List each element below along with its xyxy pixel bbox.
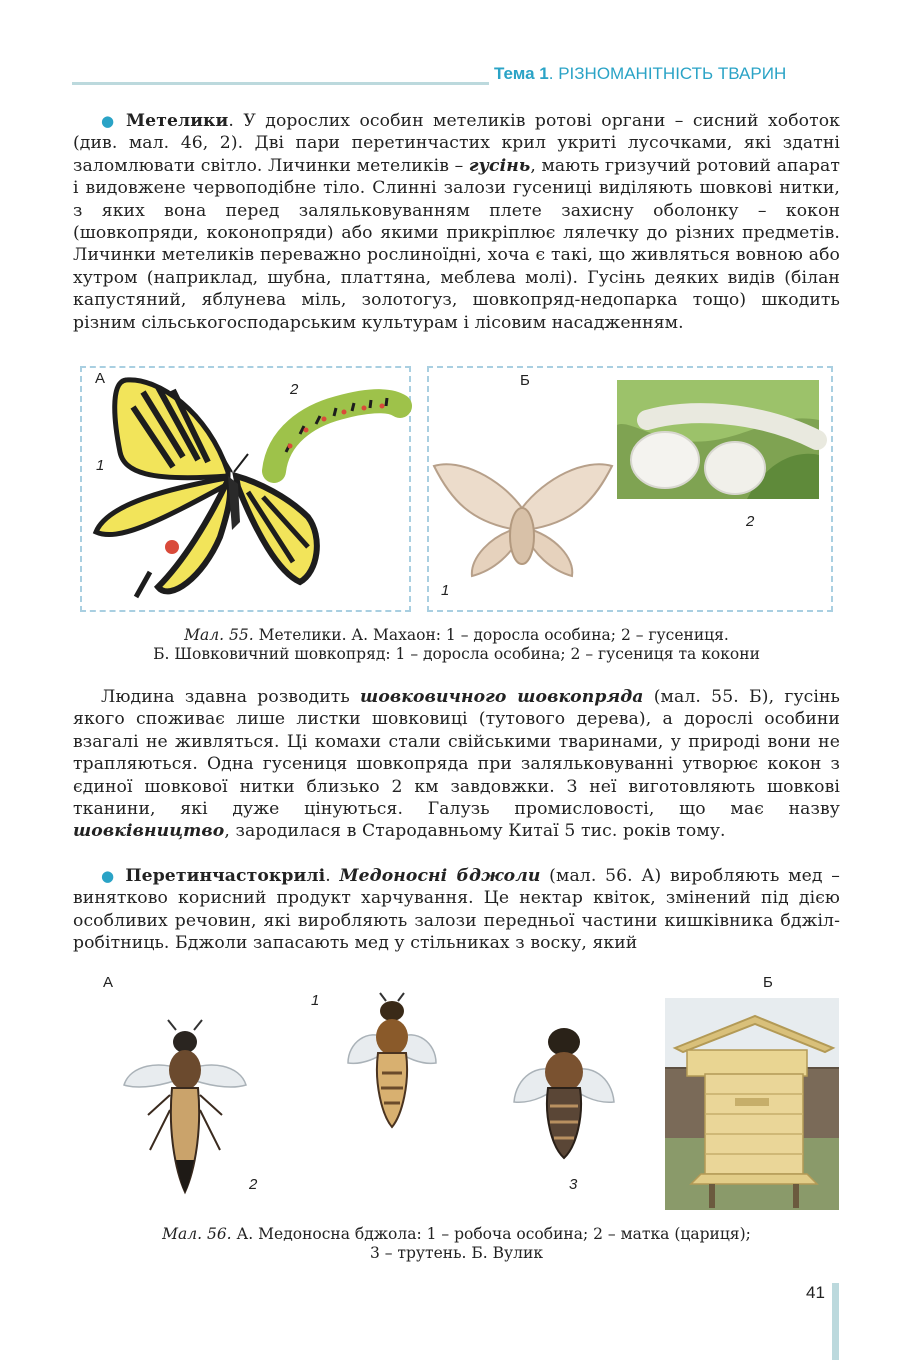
figure-56-label-b: Б xyxy=(763,974,773,991)
queen-bee-illustration xyxy=(120,1020,250,1196)
figure-55-ref: Мал. 55. xyxy=(184,626,254,644)
heading-butterflies: Метелики xyxy=(126,111,229,131)
figure-55-caption: Мал. 55. Метелики. А. Махаон: 1 – доросла особина; 2 – гусениця. Б. Шовковичний шовкопряд: 1 – доросла особина; 2 – гусениця та кокони xyxy=(153,626,760,663)
caterpillar-illustration xyxy=(268,386,408,478)
silkworm-cocoons-photo xyxy=(617,380,819,499)
header-rule xyxy=(72,82,489,85)
figure-55a-num-2: 2 xyxy=(290,381,299,398)
figure-55a-num-1: 1 xyxy=(96,457,105,474)
figure-55b-num-2: 2 xyxy=(746,513,755,530)
figure-56-ref: Мал. 56. xyxy=(162,1225,232,1243)
page-number: 41 xyxy=(806,1283,825,1302)
page-edge-bar xyxy=(832,1283,839,1360)
bullet-icon: ● xyxy=(101,112,119,130)
silkworm-moth-illustration xyxy=(430,458,615,588)
drone-bee-illustration xyxy=(510,1022,618,1162)
term-caterpillar: гусінь xyxy=(468,155,531,176)
term-honey-bees: Медоносні бджоли xyxy=(339,866,541,886)
figure-55b-num-1: 1 xyxy=(441,582,450,599)
figure-56-num-2: 2 xyxy=(249,1176,258,1193)
paragraph-silkworm: Людина здавна розводить шовковичного шовкопряда (мал. 55. Б), гусінь якого споживає лише листки шовковиці (тутового дерева), а дорослі особини взагалі не живляться. Ці комахи стали свійськими тваринами, у природі вони не трапляються. Одна гусениця шовкопряда при заляльковуванні утворює кокон з єдиної шовкової нитки близько 2 км завдовжки. З неї виготовляють шовкові тканини, які дуже цінуються. Галузь промисловості, що має назву шовківництво, зародилася в Стародавньому Китаї 5 тис. років тому. xyxy=(73,687,840,842)
topic-title: . РІЗНОМАНІТНІСТЬ ТВАРИН xyxy=(548,64,787,83)
heading-hymenoptera: Перетинчастокрилі xyxy=(125,866,326,886)
figure-55-label-a: А xyxy=(95,370,106,387)
paragraph-hymenoptera: ● Перетинчастокрилі. Медоносні бджоли (мал. 56. А) виробляють мед – винятково корисний продукт харчування. Це нектар квіток, змінений під дією особливих речовин, які виробляють залози передньої частини кишківника бджіл-робітниць. Бджоли запасають мед у стільниках з воску, який xyxy=(73,866,840,954)
figure-56-label-a: А xyxy=(103,974,114,991)
term-silkworm: шовковичного шовкопряда xyxy=(360,687,644,707)
figure-55-label-b: Б xyxy=(520,372,530,389)
figure-56-caption: Мал. 56. А. Медоносна бджола: 1 – робоча особина; 2 – матка (цариця); 3 – трутень. Б. Вулик xyxy=(162,1225,751,1262)
figure-56-num-1: 1 xyxy=(311,992,320,1009)
bullet-icon: ● xyxy=(101,867,118,885)
chapter-header xyxy=(494,64,786,84)
term-sericulture: шовківництво xyxy=(73,821,225,842)
beehive-photo xyxy=(665,998,839,1210)
figure-56-num-3: 3 xyxy=(569,1176,578,1193)
paragraph-butterflies: ● Метелики. У дорослих особин метеликів ротові органи – сисний хоботок (див. мал. 46, 2). Дві пари перетинчастих крил укриті лусочками, які здатні заломлювати світло. Личинки метеликів – гусінь, мають гризучий ротовий апарат і видовжене червоподібне тіло. Слинні залози гусениці виділяють шовкові нитки, з яких вона перед заляльковуванням плете захисну оболонку – кокон (шовкопряди, коконопряди) або якими прикріплює лялечку до різних предметів. Личинки метеликів переважно рослиноїдні, хоча є такі, що живляться вовною або хутром (наприклад, шубна, платтяна, меблева молі). Гусінь деяких видів (білан капустяний, яблунева міль, золотогуз, шовкопряд-недопарка тощо) шкодить різним сільськогосподарським культурам і лісовим насадженням. xyxy=(73,111,840,333)
worker-bee-illustration xyxy=(342,993,442,1131)
topic-label: Тема 1 xyxy=(494,64,549,83)
